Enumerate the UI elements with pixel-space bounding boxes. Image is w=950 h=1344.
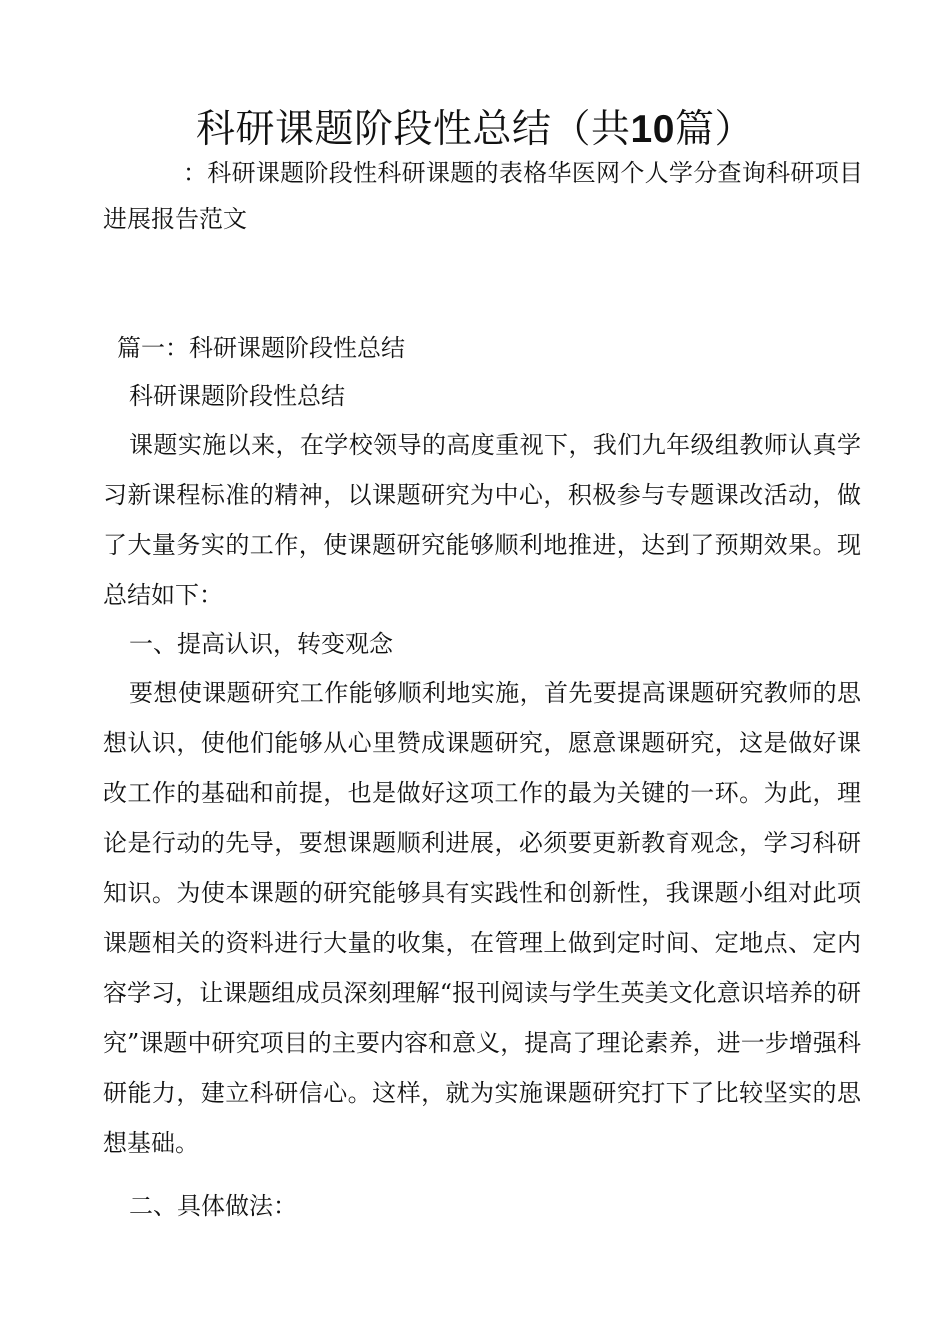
heading-one: 一、提高认识，转变观念 [129, 630, 393, 658]
intro-paragraph: 课题实施以来，在学校领导的高度重视下，我们九年级组教师认真学习新课程标准的精神，以课题研究为中心，积极参与专题课改活动，做了大量务实的工作，使课题研究能够顺利地推进，达到了预期效果。现总结如下： [103, 431, 861, 609]
title-end-text: 篇） [674, 107, 754, 152]
title-count: 10 [630, 108, 675, 151]
document-subtitle: ：科研课题阶段性科研课题的表格华医网个人学分查询科研项目进展报告范文 [103, 159, 863, 233]
paragraph-one: 要想使课题研究工作能够顺利地实施，首先要提高课题研究教师的思想认识，使他们能够从心里赞成课题研究，愿意课题研究，这是做好课改工作的基础和前提，也是做好这项工作的最为关键的一环。为此，理论是行动的先导，要想课题顺利进展，必须要更新教育观念，学习科研知识。为使本课题的研究能够具有实践性和创新性，我课题小组对此项课题相关的资料进行大量的收集，在管理上做到定时间、定地点、定内容学习，让课题组成员深刻理解“报刊阅读与学生英美文化意识培养的研究”课题中研究项目的主要内容和意义，提高了理论素养，进一步增强科研能力，建立科研信心。这样，就为实施课题研究打下了比较坚实的思想基础。 [103, 679, 861, 1157]
section-heading: 篇一：科研课题阶段性总结 [117, 334, 405, 362]
document-title [0, 104, 950, 156]
section-subheading: 科研课题阶段性总结 [129, 382, 345, 410]
title-main-text: 科研课题阶段性总结（共 [196, 107, 631, 152]
heading-two: 二、具体做法： [129, 1192, 297, 1220]
